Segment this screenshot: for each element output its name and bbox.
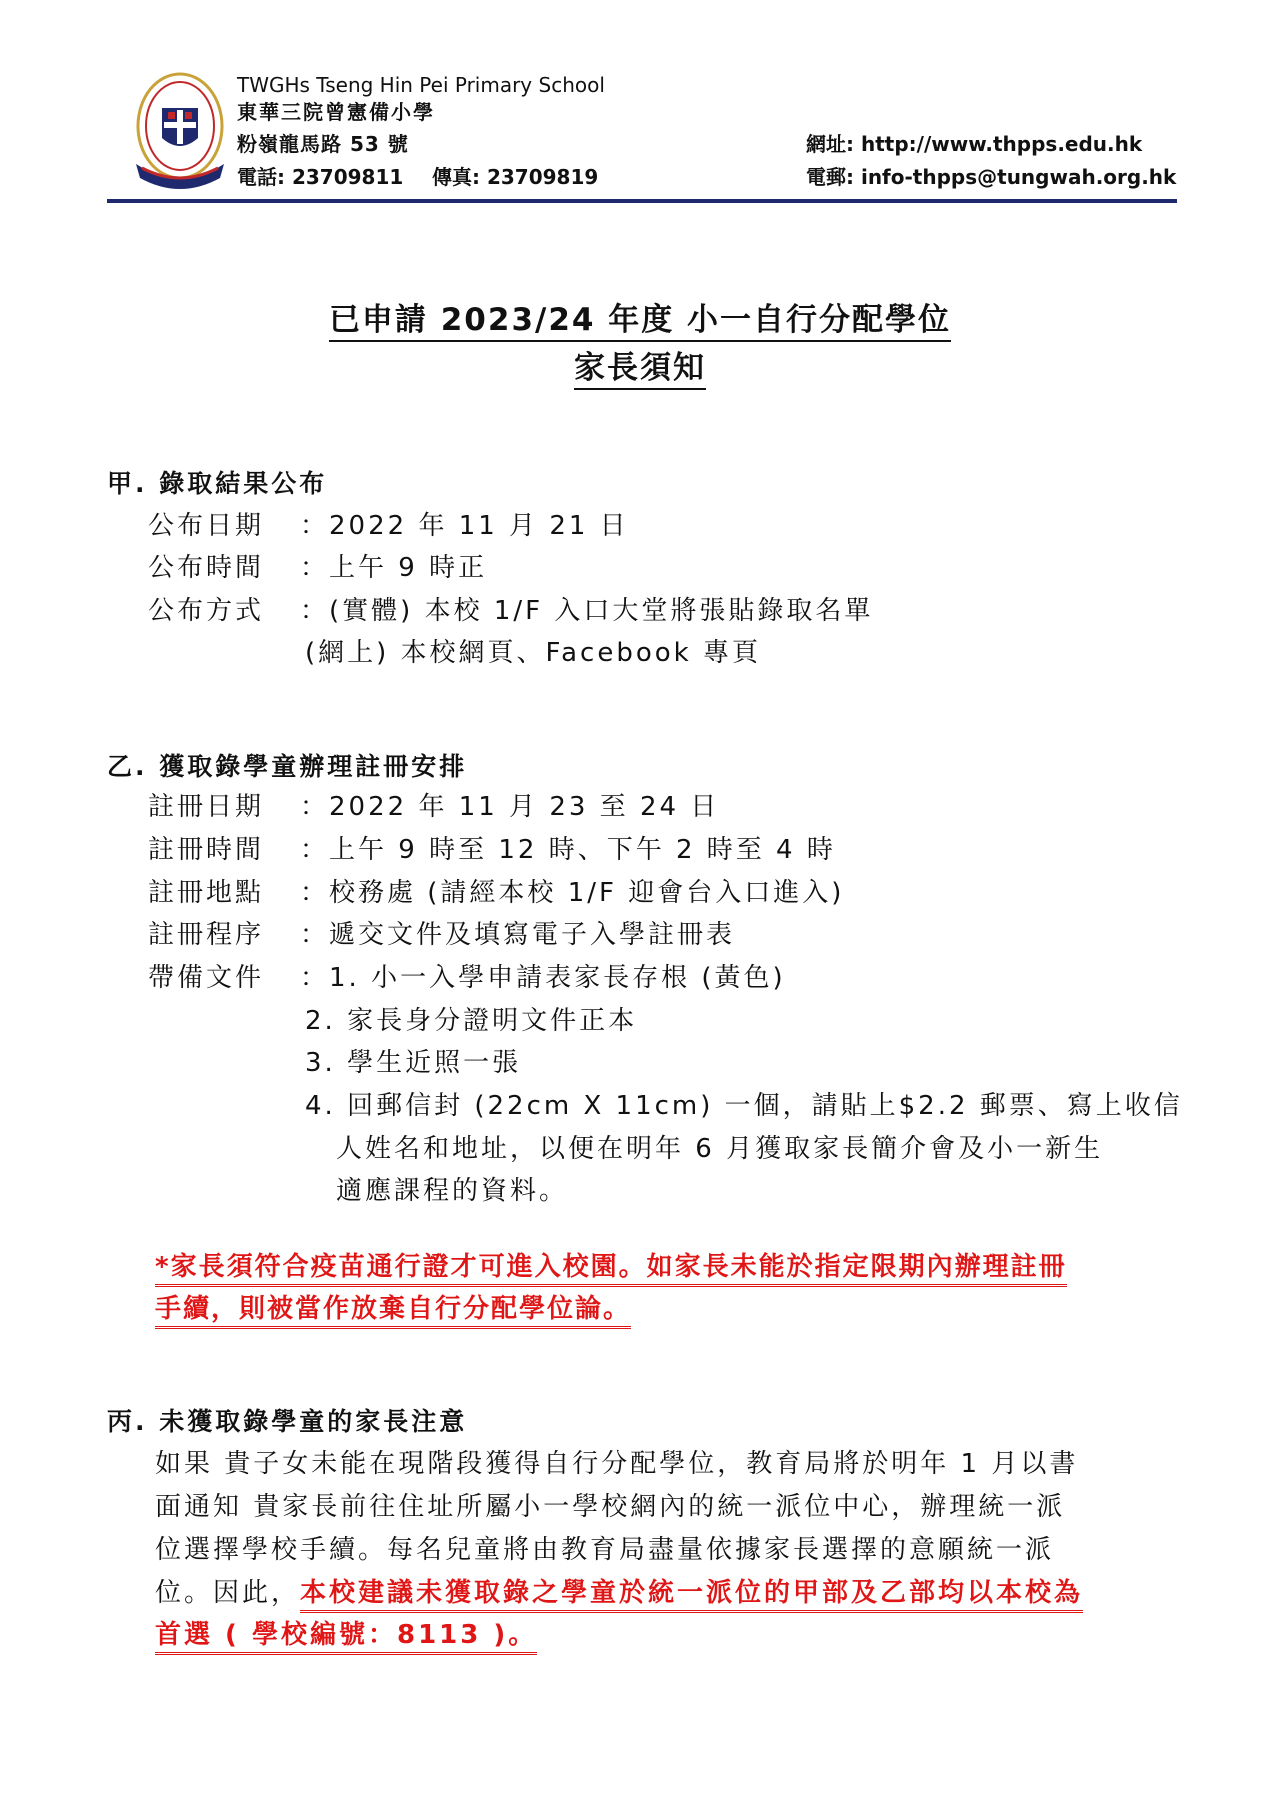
doc-item: 4. 回郵信封 (22cm X 11cm) 一個，請貼上$2.2 郵票、寫上收信 [305, 1091, 1183, 1121]
announce-method-online: (網上) 本校網頁、Facebook 專頁 [305, 638, 761, 668]
section-b-row [148, 914, 735, 951]
notice-text: 手續，則被當作放棄自行分配學位論。 [155, 1294, 631, 1329]
row-label: 註冊日期 [148, 792, 265, 822]
row-sep: ： [300, 792, 330, 822]
section-b-row [148, 957, 786, 994]
row-label: 註冊時間 [148, 835, 265, 865]
recommendation-highlight: 本校建議未獲取錄之學童於統一派位的甲部及乙部均以本校為 [300, 1578, 1083, 1613]
row-value: 2022 年 11 月 23 至 24 日 [329, 792, 720, 822]
page-subtitle [0, 342, 1280, 387]
school-code-highlight: 首選 ( 學校編號：8113 )。 [155, 1620, 537, 1655]
page-title [0, 294, 1280, 339]
row-sep: ： [300, 963, 330, 993]
row-value: 校務處 (請經本校 1/F 迎會台入口進入) [329, 878, 845, 908]
school-website[interactable]: 網址: http://www.thpps.edu.hk [806, 132, 1143, 156]
school-name-zh: 東華三院曾憲備小學 [237, 100, 435, 124]
row-value: (實體) 本校 1/F 入口大堂將張貼錄取名單 [329, 596, 874, 626]
section-b-heading: 乙. 獲取錄學童辦理註冊安排 [107, 752, 468, 781]
title-line-1: 已申請 2023/24 年度 小一自行分配學位 [329, 302, 951, 342]
section-c-heading: 丙. 未獲取錄學童的家長注意 [107, 1407, 468, 1436]
section-a-row [148, 590, 873, 627]
row-sep: ： [300, 511, 330, 541]
section-b-row [148, 786, 719, 823]
section-a-row [148, 547, 487, 584]
school-crest-logo [132, 68, 228, 196]
school-fax: 傳真: 23709819 [432, 165, 599, 189]
row-label: 公布日期 [148, 511, 265, 541]
section-a-row [148, 505, 629, 542]
row-value: 遞交文件及填寫電子入學註冊表 [329, 920, 736, 950]
school-address: 粉嶺龍馬路 53 號 [237, 132, 409, 156]
vaccine-notice-line [155, 1246, 1067, 1283]
doc-item: 2. 家長身分證明文件正本 [305, 1006, 638, 1036]
school-name-en: TWGHs Tseng Hin Pei Primary School [237, 73, 605, 97]
section-c-line [155, 1572, 1083, 1609]
row-label: 公布時間 [148, 553, 265, 583]
section-c-line [155, 1614, 537, 1651]
vaccine-notice-line [155, 1288, 631, 1325]
row-sep: ： [300, 553, 330, 583]
header-divider [107, 199, 1177, 203]
row-value: 2022 年 11 月 21 日 [329, 511, 629, 541]
row-sep: ： [300, 835, 330, 865]
section-c-line: 面通知 貴家長前往住址所屬小一學校網內的統一派位中心，辦理統一派 [155, 1492, 1066, 1522]
notice-text: *家長須符合疫苗通行證才可進入校園。如家長未能於指定限期內辦理註冊 [155, 1252, 1067, 1287]
row-sep: ： [300, 920, 330, 950]
school-phone: 電話: 23709811 [237, 165, 404, 189]
doc-item: 3. 學生近照一張 [305, 1048, 522, 1078]
row-label: 公布方式 [148, 596, 265, 626]
row-value: 1. 小一入學申請表家長存根 (黃色) [329, 963, 786, 993]
row-sep: ： [300, 596, 330, 626]
section-c-line: 如果 貴子女未能在現階段獲得自行分配學位，教育局將於明年 1 月以書 [155, 1449, 1079, 1479]
doc-item-cont: 適應課程的資料。 [336, 1176, 569, 1206]
section-c-line: 位選擇學校手續。每名兒童將由教育局盡量依據家長選擇的意願統一派 [155, 1535, 1055, 1565]
title-line-2: 家長須知 [574, 350, 706, 390]
row-value: 上午 9 時正 [329, 553, 488, 583]
row-label: 帶備文件 [148, 963, 265, 993]
line-plain: 位。因此， [155, 1578, 301, 1608]
row-value: 上午 9 時至 12 時、下午 2 時至 4 時 [329, 835, 836, 865]
section-b-row [148, 872, 844, 909]
section-b-row [148, 829, 836, 866]
school-email[interactable]: 電郵: info-thpps@tungwah.org.hk [806, 165, 1177, 189]
doc-item-cont: 人姓名和地址，以便在明年 6 月獲取家長簡介會及小一新生 [336, 1134, 1104, 1164]
row-label: 註冊地點 [148, 878, 265, 908]
section-a-heading: 甲. 錄取結果公布 [107, 469, 328, 498]
row-sep: ： [300, 878, 330, 908]
row-label: 註冊程序 [148, 920, 265, 950]
